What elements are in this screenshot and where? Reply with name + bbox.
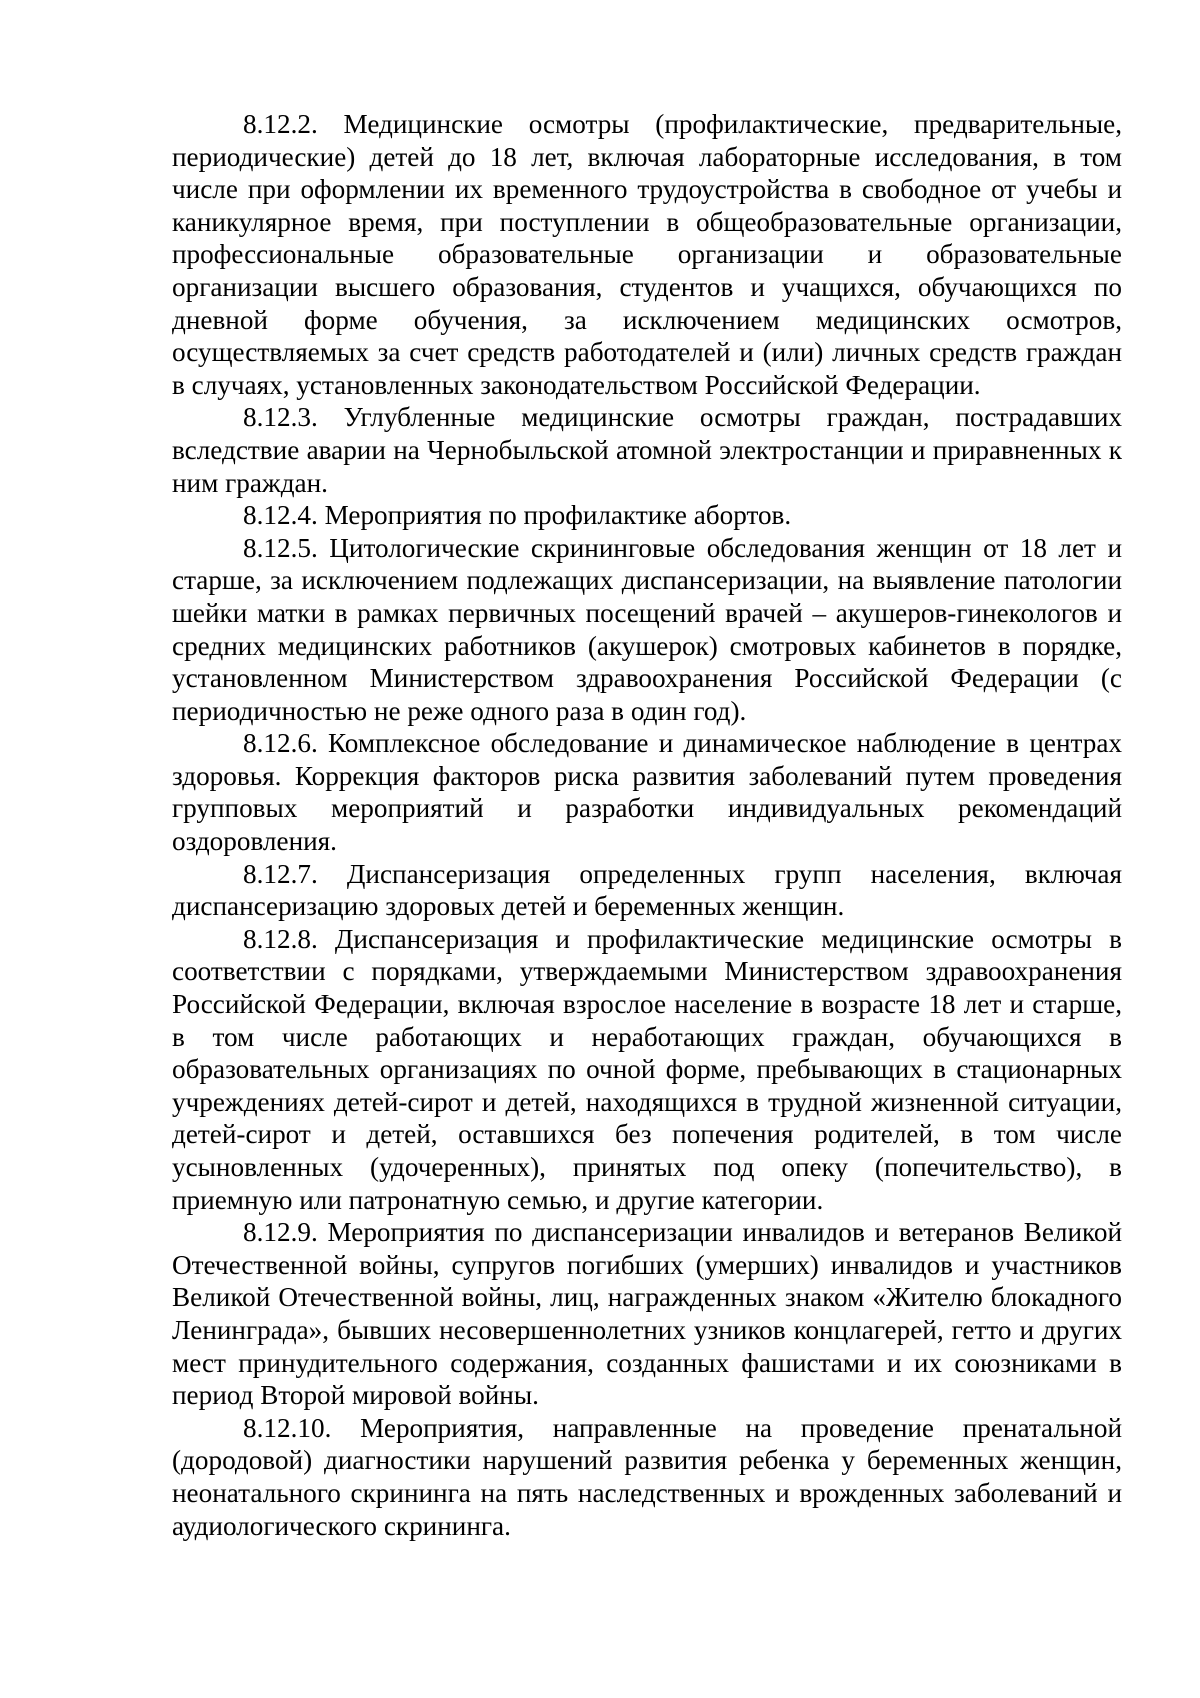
document-page <box>172 108 1122 1542</box>
paragraph-8-12-4: 8.12.4. Мероприятия по профилактике абортов. <box>243 500 792 531</box>
paragraph-8-12-8: 8.12.8. Диспансеризация и профилактические медицинские осмотры в соответствии с порядками, утверждаемыми Министерством здравоохранения Российской Федерации, включая взрослое население в возрасте 18 лет и старше, в том числе работающих и неработающих граждан, обучающихся в образовательных организациях по очной форме, пребывающих в стационарных учреждениях детей-сирот и детей, находящихся в трудной жизненной ситуации, детей-сирот и детей, оставшихся без попечения родителей, в том числе усыновленных (удочеренных), принятых под опеку (попечительство), в приемную или патронатную семью, и другие категории. <box>172 923 1122 1215</box>
paragraph-8-12-3: 8.12.3. Углубленные медицинские осмотры граждан, пострадавших вследствие аварии на Чернобыльской атомной электростанции и приравненных к ним граждан. <box>172 402 1122 498</box>
paragraph-8-12-7: 8.12.7. Диспансеризация определенных групп населения, включая диспансеризацию здоровых детей и беременных женщин. <box>172 858 1122 922</box>
paragraph-8-12-5: 8.12.5. Цитологические скрининговые обследования женщин от 18 лет и старше, за исключением подлежащих диспансеризации, на выявление патологии шейки матки в рамках первичных посещений врачей – акушеров-гинекологов и средних медицинских работников (акушерок) смотровых кабинетов в порядке, установленном Министерством здравоохранения Российской Федерации (с периодичностью не реже одного раза в один год). <box>172 532 1122 726</box>
paragraph-8-12-2: 8.12.2. Медицинские осмотры (профилактические, предварительные, периодические) детей до 18 лет, включая лабораторные исследования, в том числе при оформлении их временного трудоустройства в свободное от учебы и каникулярное время, при поступлении в общеобразовательные организации, профессиональные образовательные организации и образовательные организации высшего образования, студентов и учащихся, обучающихся по дневной форме обучения, за исключением медицинских осмотров, осуществляемых за счет средств работодателей и (или) личных средств граждан в случаях, установленных законодательством Российской Федерации. <box>172 109 1122 400</box>
paragraph-8-12-6: 8.12.6. Комплексное обследование и динамическое наблюдение в центрах здоровья. Коррекция факторов риска развития заболеваний путем проведения групповых мероприятий и разработки индивидуальных рекомендаций оздоровления. <box>172 728 1122 857</box>
paragraph-8-12-9: 8.12.9. Мероприятия по диспансеризации инвалидов и ветеранов Великой Отечественной войны, супругов погибших (умерших) инвалидов и участников Великой Отечественной войны, лиц, награжденных знаком «Жителю блокадного Ленинграда», бывших несовершеннолетних узников концлагерей, гетто и других мест принудительного содержания, созданных фашистами и их союзниками в период Второй мировой войны. <box>172 1217 1122 1411</box>
paragraph-8-12-10: 8.12.10. Мероприятия, направленные на проведение пренатальной (дородовой) диагностики нарушений развития ребенка у беременных женщин, неонатального скрининга на пять наследственных и врожденных заболеваний и аудиологического скрининга. <box>172 1412 1122 1541</box>
